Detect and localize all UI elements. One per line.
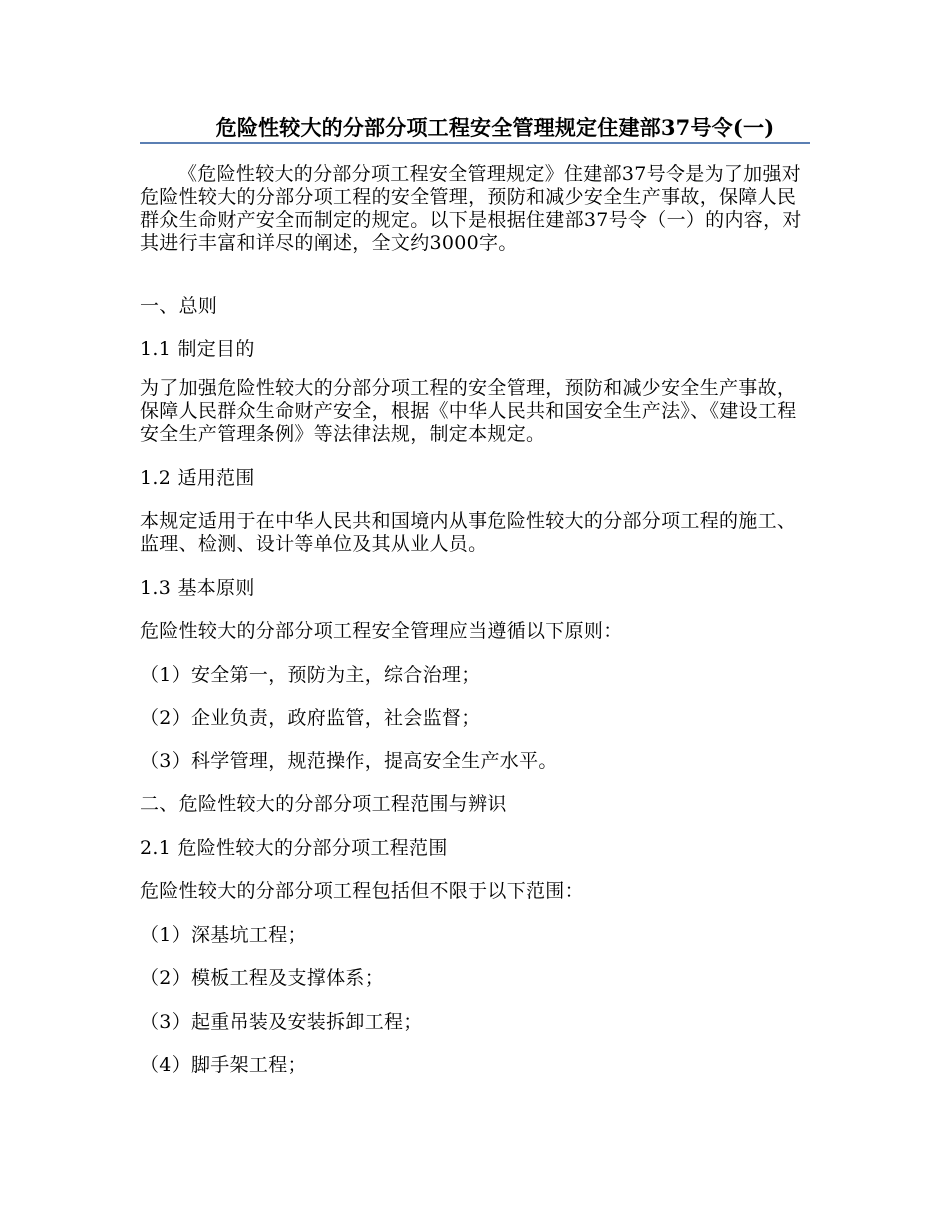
- subsection-heading-2-1: 2.1 危险性较大的分部分项工程范围: [140, 837, 448, 859]
- subsection-heading-1-3: 1.3 基本原则: [140, 577, 255, 599]
- list-item: （2）模板工程及支撑体系；: [140, 967, 384, 989]
- paragraph-1-3: 危险性较大的分部分项工程安全管理应当遵循以下原则：: [140, 620, 623, 642]
- paragraph-2-1: 危险性较大的分部分项工程包括但不限于以下范围：: [140, 880, 584, 902]
- document-title: 危险性较大的分部分项工程安全管理规定住建部37号令(一): [215, 115, 775, 140]
- list-item: （1）深基坑工程；: [140, 924, 307, 946]
- list-item: （2）企业负责，政府监管，社会监督；: [140, 707, 481, 729]
- section-heading-scope: 二、危险性较大的分部分项工程范围与辨识: [140, 793, 507, 815]
- section-heading-general: 一、总则: [140, 295, 218, 317]
- paragraph-1-2: 本规定适用于在中华人民共和国境内从事危险性较大的分部分项工程的施工、监理、检测、设计等单位及其从业人员。: [140, 510, 797, 555]
- paragraph-1-1: 为了加强危险性较大的分部分项工程的安全管理，预防和减少安全生产事故，保障人民群众生命财产安全，根据《中华人民共和国安全生产法》、《建设工程安全生产管理条例》等法律法规，制定本规定。: [140, 377, 797, 445]
- list-item: （4）脚手架工程；: [140, 1054, 307, 1076]
- list-item: （3）起重吊装及安装拆卸工程；: [140, 1011, 423, 1033]
- subsection-heading-1-2: 1.2 适用范围: [140, 467, 255, 489]
- title-underline: [140, 142, 810, 144]
- list-item: （1）安全第一，预防为主，综合治理；: [140, 664, 481, 686]
- list-item: （3）科学管理，规范操作，提高安全生产水平。: [140, 750, 558, 772]
- intro-paragraph: 《危险性较大的分部分项工程安全管理规定》住建部37号令是为了加强对危险性较大的分部分项工程的安全管理，预防和减少安全生产事故，保障人民群众生命财产安全而制定的规定。以下是根据住建部37号令（一）的内容，对其进行丰富和详尽的阐述，全文约3000字。: [140, 163, 802, 254]
- subsection-heading-1-1: 1.1 制定目的: [140, 338, 255, 360]
